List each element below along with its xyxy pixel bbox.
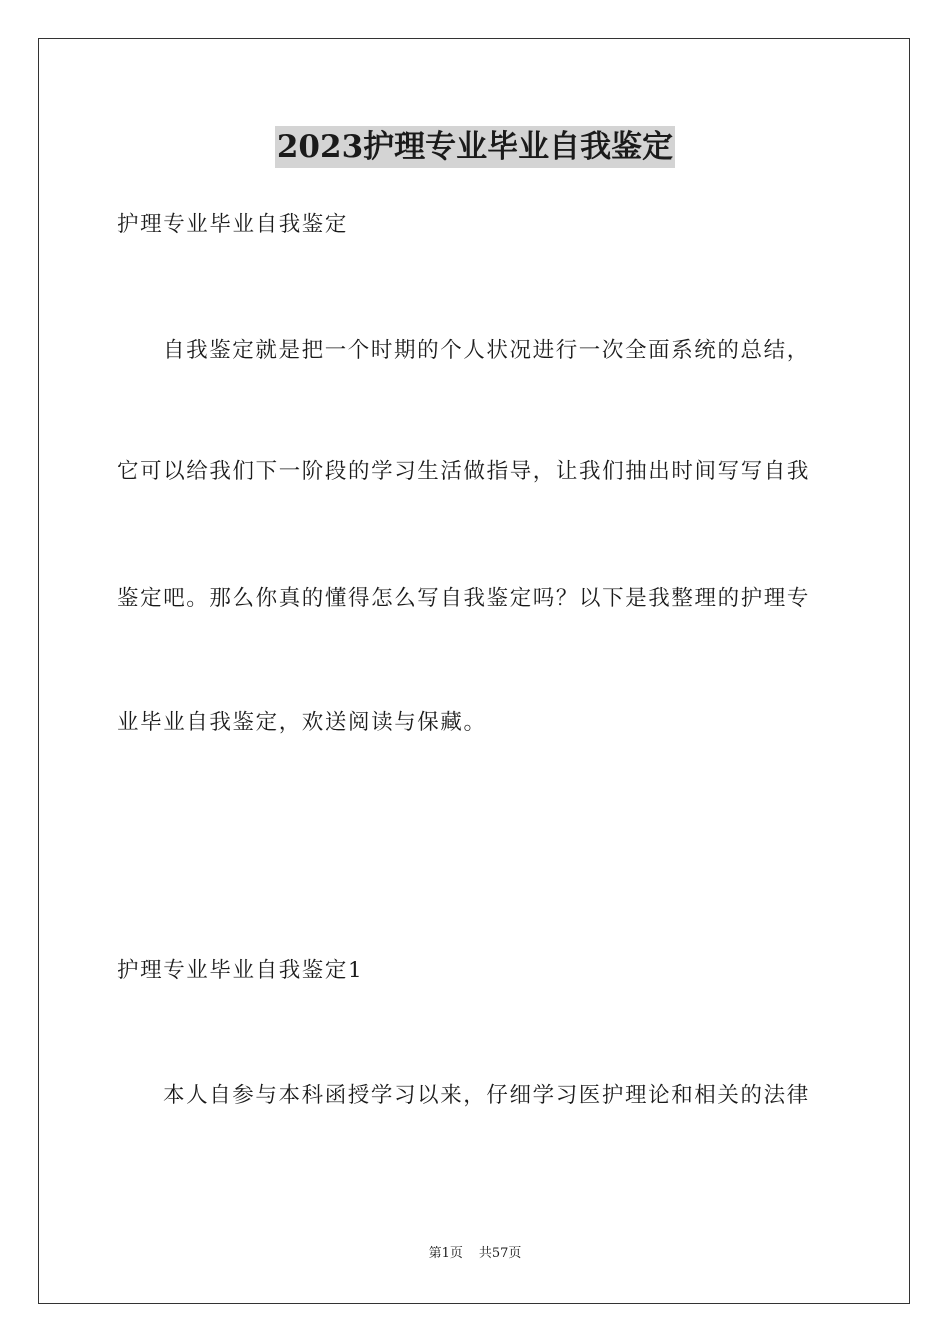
page-footer [0, 1245, 950, 1263]
page-total: 共57页 [478, 1246, 522, 1261]
paragraph-line: 自我鉴定就是把一个时期的个人状况进行一次全面系统的总结， [163, 338, 810, 363]
paragraph-line: 业毕业自我鉴定，欢送阅读与保藏。 [117, 710, 487, 735]
paragraph-line: 鉴定吧。那么你真的懂得怎么写自我鉴定吗？以下是我整理的护理专 [117, 586, 811, 611]
paragraph-line: 它可以给我们下一阶段的学习生活做指导，让我们抽出时间写写自我 [117, 459, 811, 484]
document-subtitle: 护理专业毕业自我鉴定 [117, 212, 349, 237]
title-container [0, 126, 950, 168]
document-title: 2023护理专业毕业自我鉴定 [275, 126, 675, 168]
paragraph-line: 本人自参与本科函授学习以来，仔细学习医护理论和相关的法律 [163, 1083, 810, 1108]
section-heading: 护理专业毕业自我鉴定1 [117, 958, 364, 983]
page-number: 第1页 [428, 1246, 463, 1261]
